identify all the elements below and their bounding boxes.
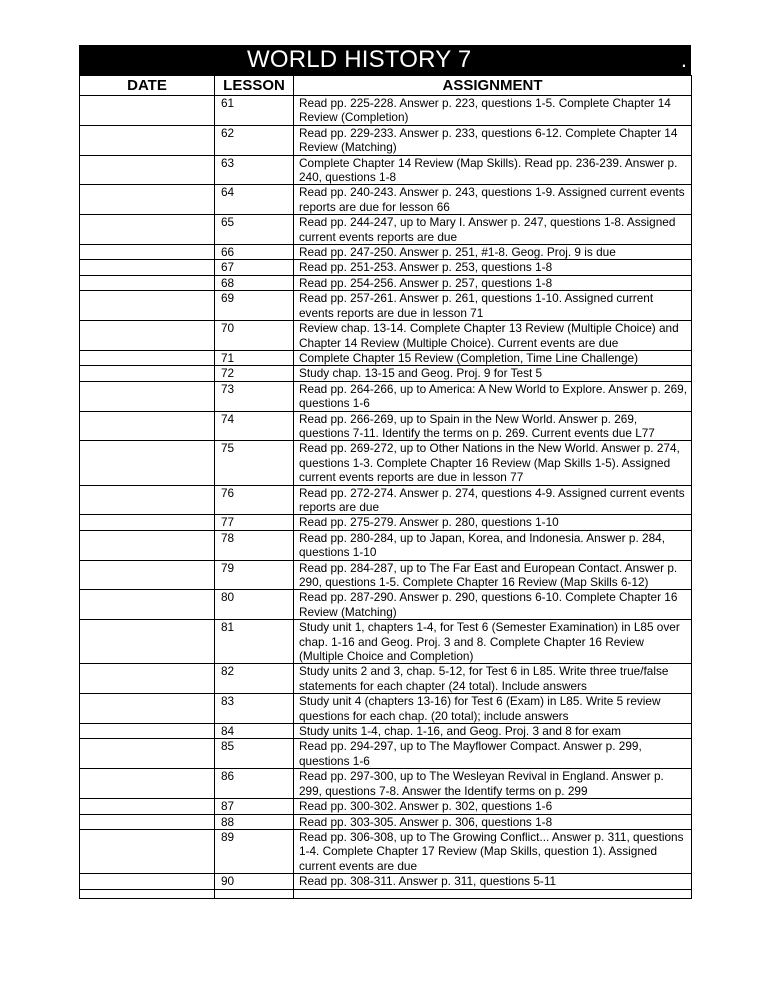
- lesson-number: 68: [215, 275, 294, 290]
- date-cell: [80, 366, 215, 381]
- date-cell: [80, 620, 215, 664]
- table-row: [80, 485, 692, 515]
- date-cell: [80, 515, 215, 530]
- table-row: [80, 874, 692, 889]
- lesson-number: 71: [215, 350, 294, 365]
- table-row: [80, 125, 692, 155]
- date-cell: [80, 694, 215, 724]
- lesson-number: 89: [215, 829, 294, 873]
- assignment-text: Read pp. 294-297, up to The Mayflower Compact. Answer p. 299, questions 1-6: [294, 739, 692, 769]
- column-header-assignment: ASSIGNMENT: [294, 76, 692, 96]
- lesson-number: 76: [215, 485, 294, 515]
- table-row: [80, 441, 692, 485]
- date-cell: [80, 275, 215, 290]
- table-body: [80, 96, 692, 899]
- table-row: [80, 260, 692, 275]
- date-cell: [80, 889, 215, 898]
- lesson-number: 90: [215, 874, 294, 889]
- table-row: [80, 321, 692, 351]
- lesson-number: 80: [215, 590, 294, 620]
- date-cell: [80, 96, 215, 126]
- assignment-text: Read pp. 284-287, up to The Far East and European Contact. Answer p. 290, questions 1-5. Complete Chapter 16 Review (Map Skills 6-12): [294, 560, 692, 590]
- lesson-number: 88: [215, 814, 294, 829]
- lesson-number: 77: [215, 515, 294, 530]
- date-cell: [80, 350, 215, 365]
- date-cell: [80, 799, 215, 814]
- table-row: [80, 275, 692, 290]
- date-cell: [80, 260, 215, 275]
- date-cell: [80, 724, 215, 739]
- table-row: [80, 515, 692, 530]
- table-row: [80, 560, 692, 590]
- assignment-text: Complete Chapter 15 Review (Completion, Time Line Challenge): [294, 350, 692, 365]
- date-cell: [80, 874, 215, 889]
- assignment-cell: [294, 889, 692, 898]
- date-cell: [80, 215, 215, 245]
- assignment-text: Study unit 1, chapters 1-4, for Test 6 (Semester Examination) in L85 over chap. 1-16 and Geog. Proj. 3 and 8. Complete Chapter 16 Review (Multiple Choice and Completion): [294, 620, 692, 664]
- lesson-number: 64: [215, 185, 294, 215]
- assignment-text: Complete Chapter 14 Review (Map Skills). Read pp. 236-239. Answer p. 240, questions 1-8: [294, 155, 692, 185]
- lesson-number: 65: [215, 215, 294, 245]
- lesson-number: 87: [215, 799, 294, 814]
- date-cell: [80, 291, 215, 321]
- date-cell: [80, 739, 215, 769]
- lesson-number: 78: [215, 530, 294, 560]
- assignment-text: Read pp. 303-305. Answer p. 306, questions 1-8: [294, 814, 692, 829]
- assignment-text: Read pp. 300-302. Answer p. 302, questions 1-6: [294, 799, 692, 814]
- assignment-text: Study units 2 and 3, chap. 5-12, for Test 6 in L85. Write three true/false statements for each chapter (24 total). Include answers: [294, 664, 692, 694]
- lesson-number: 69: [215, 291, 294, 321]
- assignment-text: Read pp. 280-284, up to Japan, Korea, and Indonesia. Answer p. 284, questions 1-10: [294, 530, 692, 560]
- assignment-text: Study unit 4 (chapters 13-16) for Test 6 (Exam) in L85. Write 5 review questions for each chap. (20 total); include answers: [294, 694, 692, 724]
- assignment-text: Read pp. 308-311. Answer p. 311, questions 5-11: [294, 874, 692, 889]
- assignment-text: Read pp. 254-256. Answer p. 257, questions 1-8: [294, 275, 692, 290]
- assignment-text: Read pp. 287-290. Answer p. 290, questions 6-10. Complete Chapter 16 Review (Matching): [294, 590, 692, 620]
- date-cell: [80, 441, 215, 485]
- assignment-text: Read pp. 240-243. Answer p. 243, questions 1-9. Assigned current events reports are due for lesson 66: [294, 185, 692, 215]
- table-row: [80, 291, 692, 321]
- assignment-text: Read pp. 251-253. Answer p. 253, questions 1-8: [294, 260, 692, 275]
- table-row: [80, 724, 692, 739]
- lesson-number: 83: [215, 694, 294, 724]
- date-cell: [80, 590, 215, 620]
- title-suffix: .: [680, 47, 687, 72]
- table-row: [80, 590, 692, 620]
- table-row: [80, 799, 692, 814]
- assignment-text: Read pp. 225-228. Answer p. 223, questions 1-5. Complete Chapter 14 Review (Completion): [294, 96, 692, 126]
- assignment-text: Study chap. 13-15 and Geog. Proj. 9 for Test 5: [294, 366, 692, 381]
- lesson-cell: [215, 889, 294, 898]
- table-row: [80, 829, 692, 873]
- column-header-date: DATE: [80, 76, 215, 96]
- date-cell: [80, 411, 215, 441]
- assignment-text: Read pp. 266-269, up to Spain in the New World. Answer p. 269, questions 7-11. Identify the terms on p. 269. Current events due L77: [294, 411, 692, 441]
- lesson-number: 70: [215, 321, 294, 351]
- date-cell: [80, 155, 215, 185]
- date-cell: [80, 769, 215, 799]
- lesson-number: 84: [215, 724, 294, 739]
- table-row: [80, 155, 692, 185]
- lesson-number: 63: [215, 155, 294, 185]
- lesson-number: 66: [215, 245, 294, 260]
- lesson-number: 72: [215, 366, 294, 381]
- table-row: [80, 366, 692, 381]
- table-row: [80, 185, 692, 215]
- date-cell: [80, 485, 215, 515]
- assignment-text: Read pp. 244-247, up to Mary I. Answer p. 247, questions 1-8. Assigned current events reports are due: [294, 215, 692, 245]
- lesson-number: 62: [215, 125, 294, 155]
- date-cell: [80, 829, 215, 873]
- table-row: [80, 694, 692, 724]
- table-row: [80, 739, 692, 769]
- table-row-blank: [80, 889, 692, 898]
- table-row: [80, 245, 692, 260]
- table-row: [80, 215, 692, 245]
- date-cell: [80, 321, 215, 351]
- lesson-number: 75: [215, 441, 294, 485]
- assignment-text: Study units 1-4, chap. 1-16, and Geog. Proj. 3 and 8 for exam: [294, 724, 692, 739]
- schedule-sheet: [79, 45, 691, 899]
- table-row: [80, 350, 692, 365]
- page-title: WORLD HISTORY 7: [247, 46, 472, 73]
- table-row: [80, 664, 692, 694]
- date-cell: [80, 185, 215, 215]
- column-header-lesson: LESSON: [215, 76, 294, 96]
- assignment-text: Read pp. 229-233. Answer p. 233, questions 6-12. Complete Chapter 14 Review (Matching): [294, 125, 692, 155]
- table-row: [80, 620, 692, 664]
- lesson-number: 81: [215, 620, 294, 664]
- assignment-text: Read pp. 306-308, up to The Growing Conflict... Answer p. 311, questions 1-4. Complete Chapter 17 Review (Map Skills, question 1). Assigned current events are due: [294, 829, 692, 873]
- assignment-text: Read pp. 247-250. Answer p. 251, #1-8. Geog. Proj. 9 is due: [294, 245, 692, 260]
- assignment-text: Read pp. 257-261. Answer p. 261, questions 1-10. Assigned current events reports are due in lesson 71: [294, 291, 692, 321]
- lesson-number: 73: [215, 381, 294, 411]
- date-cell: [80, 664, 215, 694]
- table-row: [80, 381, 692, 411]
- title-bar: [79, 45, 691, 75]
- table-row: [80, 814, 692, 829]
- assignment-text: Review chap. 13-14. Complete Chapter 13 Review (Multiple Choice) and Chapter 14 Review (Multiple Choice). Current events are due: [294, 321, 692, 351]
- table-row: [80, 769, 692, 799]
- date-cell: [80, 814, 215, 829]
- date-cell: [80, 381, 215, 411]
- lesson-number: 61: [215, 96, 294, 126]
- table-row: [80, 530, 692, 560]
- assignment-text: Read pp. 272-274. Answer p. 274, questions 4-9. Assigned current events reports are due: [294, 485, 692, 515]
- table-header-row: [80, 76, 692, 96]
- date-cell: [80, 245, 215, 260]
- assignment-text: Read pp. 297-300, up to The Wesleyan Revival in England. Answer p. 299, questions 7-8. Answer the Identify terms on p. 299: [294, 769, 692, 799]
- assignment-text: Read pp. 269-272, up to Other Nations in the New World. Answer p. 274, questions 1-3. Complete Chapter 16 Review (Map Skills 1-5). Assigned current events reports are due in lesson 77: [294, 441, 692, 485]
- date-cell: [80, 125, 215, 155]
- assignment-text: Read pp. 264-266, up to America: A New World to Explore. Answer p. 269, questions 1-6: [294, 381, 692, 411]
- lesson-number: 67: [215, 260, 294, 275]
- lesson-number: 79: [215, 560, 294, 590]
- table-row: [80, 411, 692, 441]
- table-row: [80, 96, 692, 126]
- lesson-number: 86: [215, 769, 294, 799]
- assignment-text: Read pp. 275-279. Answer p. 280, questions 1-10: [294, 515, 692, 530]
- lesson-number: 85: [215, 739, 294, 769]
- date-cell: [80, 560, 215, 590]
- lesson-number: 82: [215, 664, 294, 694]
- assignment-table: [79, 75, 692, 899]
- date-cell: [80, 530, 215, 560]
- lesson-number: 74: [215, 411, 294, 441]
